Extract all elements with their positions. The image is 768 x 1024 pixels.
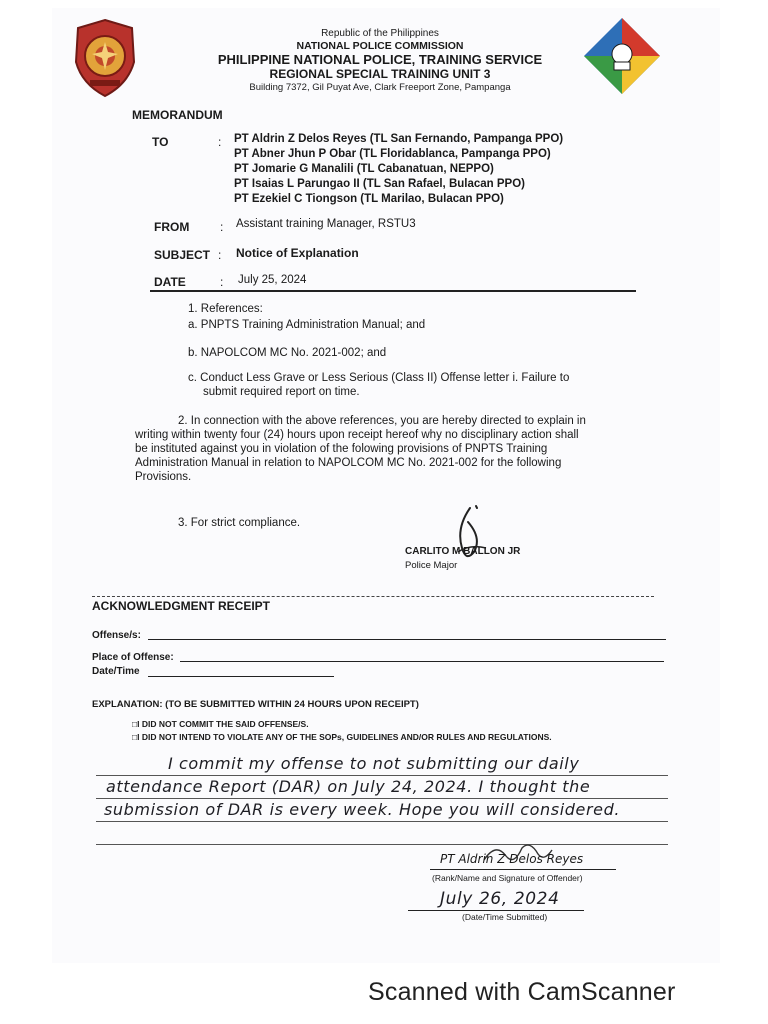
memo-title: MEMORANDUM — [132, 108, 223, 122]
option-did-not-commit-label: I DID NOT COMMIT THE SAID OFFENSE/S. — [137, 719, 309, 729]
pnp-seal-icon — [72, 18, 138, 98]
header-service: PHILIPPINE NATIONAL POLICE, TRAINING SERVICE — [217, 52, 543, 67]
subject-colon: : — [218, 248, 222, 262]
paragraph-2-line: be instituted against you in violation of the folowing provisions of PNPTS Training — [135, 443, 548, 455]
place-of-offense-field — [180, 661, 664, 662]
place-of-offense-label: Place of Offense: — [92, 652, 174, 663]
reference-a: a. PNPTS Training Administration Manual; and — [188, 319, 426, 331]
handwritten-explanation-line: submission of DAR is every week. Hope you will considered. — [104, 800, 621, 819]
option-did-not-commit — [132, 719, 309, 729]
option-did-not-intend-label: I DID NOT INTEND TO VIOLATE ANY OF THE SOPs, GUIDELINES AND/OR RULES AND REGULATIONS. — [137, 732, 552, 742]
from-label: FROM — [154, 220, 190, 234]
date-label: DATE — [154, 275, 186, 289]
explanation-label: EXPLANATION: (TO BE SUBMITTED WITHIN 24 HOURS UPON RECEIPT) — [92, 699, 419, 710]
checkbox-icon: □ — [132, 732, 138, 742]
offender-signature-line — [430, 869, 616, 870]
handwritten-explanation-line: attendance Report (DAR) on July 24, 2024. I thought the — [106, 777, 591, 796]
writing-line — [96, 775, 668, 776]
date-value: July 25, 2024 — [238, 274, 307, 286]
to-recipient: PT Aldrin Z Delos Reyes (TL San Fernando, Pampanga PPO) — [234, 133, 564, 145]
paragraph-2-line: 2. In connection with the above references, you are hereby directed to explain in — [178, 415, 586, 427]
offense-label: Offense/s: — [92, 630, 141, 641]
offender-caption: (Rank/Name and Signature of Offender) — [432, 873, 583, 883]
camscanner-watermark: Scanned with CamScanner — [368, 978, 676, 1006]
submitted-caption: (Date/Time Submitted) — [462, 912, 548, 922]
header-commission: NATIONAL POLICE COMMISSION — [296, 40, 464, 52]
date-colon: : — [220, 275, 224, 289]
header-republic: Republic of the Philippines — [321, 28, 439, 39]
reference-c-continued: submit required report on time. — [203, 386, 360, 398]
writing-line — [96, 821, 668, 822]
handwritten-explanation-line: I commit my offense to not submitting our daily — [168, 754, 580, 773]
header-unit: REGIONAL SPECIAL TRAINING UNIT 3 — [269, 67, 491, 81]
paragraph-3: 3. For strict compliance. — [178, 517, 301, 529]
to-recipient: PT Isaias L Parungao II (TL San Rafael, Bulacan PPO) — [234, 178, 525, 190]
datetime-label: Date/Time — [92, 666, 140, 677]
receipt-title: ACKNOWLEDGMENT RECEIPT — [92, 599, 270, 613]
from-value: Assistant training Manager, RSTU3 — [236, 218, 416, 230]
option-did-not-intend — [132, 732, 552, 742]
references-heading: 1. References: — [188, 303, 263, 315]
to-recipient: PT Abner Jhun P Obar (TL Floridablanca, Pampanga PPO) — [234, 148, 551, 160]
offense-field — [148, 639, 666, 640]
reference-c: c. Conduct Less Grave or Less Serious (Class II) Offense letter i. Failure to — [188, 372, 570, 384]
submitted-date-line — [408, 910, 584, 911]
to-recipient: PT Ezekiel C Tiongson (TL Marilao, Bulacan PPO) — [234, 193, 504, 205]
checkbox-icon: □ — [132, 719, 138, 729]
to-recipient: PT Jomarie G Manalili (TL Cabanatuan, NEPPO) — [234, 163, 494, 175]
subject-value: Notice of Explanation — [236, 246, 359, 260]
submitted-date: July 26, 2024 — [440, 889, 560, 909]
writing-line — [96, 844, 668, 845]
datetime-field — [148, 676, 334, 677]
paragraph-2-line: Provisions. — [135, 471, 192, 483]
offender-name: PT Aldrin Z Delos Reyes — [440, 852, 584, 866]
to-label: TO — [152, 135, 169, 149]
signatory-name: CARLITO M BALLON JR — [405, 546, 521, 557]
signatory-rank: Police Major — [405, 560, 458, 571]
from-colon: : — [220, 220, 224, 234]
paragraph-2-line: Administration Manual in relation to NAPOLCOM MC No. 2021-002 for the following — [135, 457, 562, 469]
reference-b: b. NAPOLCOM MC No. 2021-002; and — [188, 347, 387, 359]
subject-label: SUBJECT — [154, 248, 211, 262]
writing-line — [96, 798, 668, 799]
paragraph-2-line: writing within twenty four (24) hours upon receipt hereof why no disciplinary action shall — [135, 429, 579, 441]
to-colon: : — [218, 135, 222, 149]
header-divider — [150, 290, 636, 292]
cut-line — [92, 596, 654, 597]
header-address: Building 7372, Gil Puyat Ave, Clark Freeport Zone, Pampanga — [249, 82, 511, 93]
